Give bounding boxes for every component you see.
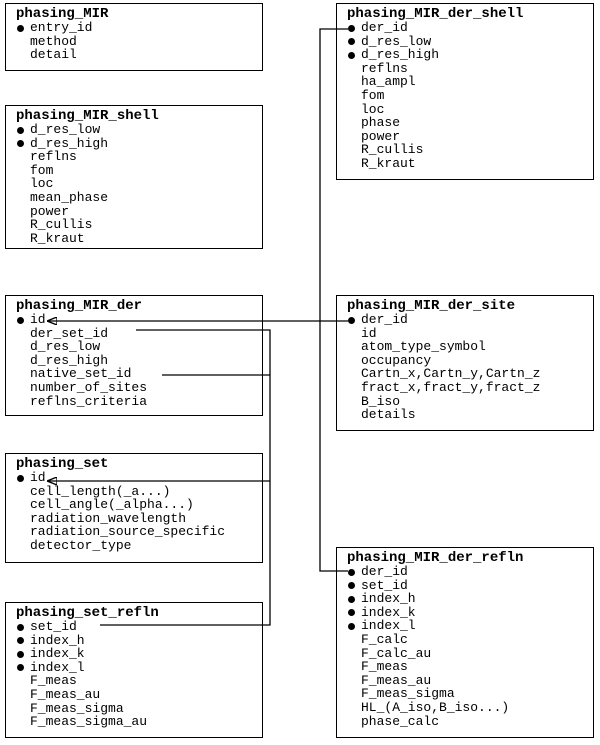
- field: [16, 218, 262, 232]
- field-name: cell_length(_a...): [30, 483, 171, 499]
- table-phasing-mir-der-shell: [336, 3, 594, 180]
- table-phasing-mir: [5, 3, 263, 71]
- field: [347, 633, 593, 647]
- field-name: occupancy: [361, 352, 432, 368]
- key-bullet-icon: [17, 624, 24, 631]
- table-title: phasing_set_refln: [16, 605, 159, 621]
- field: [16, 702, 262, 716]
- key-bullet-icon: [17, 127, 24, 134]
- field-name: ha_ampl: [361, 74, 416, 90]
- field: [16, 327, 262, 341]
- field-name: Cartn_x,Cartn_y,Cartn_z: [361, 366, 541, 382]
- field-name: index_l: [361, 618, 416, 634]
- key-field: [16, 21, 262, 35]
- field: [16, 150, 262, 164]
- field-name: reflns: [30, 149, 77, 165]
- field-name: F_meas_sigma: [361, 686, 455, 702]
- field-name: index_h: [361, 591, 416, 607]
- table-title: phasing_MIR_der: [16, 298, 143, 314]
- key-bullet-icon: [348, 609, 355, 616]
- key-field: [16, 313, 262, 327]
- key-field: [347, 48, 593, 62]
- key-field: [16, 137, 262, 151]
- field-name: entry_id: [30, 20, 93, 35]
- field-name: fom: [361, 87, 385, 103]
- field: [16, 191, 262, 205]
- field-name: F_calc_au: [361, 645, 432, 661]
- field-name: d_res_low: [30, 339, 101, 355]
- key-field: [16, 661, 262, 675]
- field-name: id: [30, 312, 46, 327]
- table-phasing-mir-der-site: [336, 295, 594, 431]
- field-name: index_l: [30, 659, 85, 675]
- table-phasing-mir-der: [5, 295, 263, 416]
- field-name: F_calc: [361, 631, 408, 647]
- key-bullet-icon: [348, 317, 355, 324]
- field-name: F_meas: [361, 659, 408, 675]
- field-name: method: [30, 33, 77, 49]
- field-name: der_id: [361, 564, 408, 579]
- field-name: details: [361, 407, 416, 423]
- key-bullet-icon: [17, 664, 24, 671]
- field: [16, 688, 262, 702]
- key-bullet-icon: [17, 317, 24, 324]
- key-bullet-icon: [348, 569, 355, 576]
- field-name: d_res_high: [30, 135, 109, 151]
- table-phasing-set: [5, 453, 263, 563]
- field-name: power: [361, 128, 401, 144]
- field: [16, 367, 262, 381]
- field: [16, 498, 262, 512]
- field-name: d_res_low: [30, 122, 101, 137]
- field: [16, 674, 262, 688]
- key-bullet-icon: [348, 25, 355, 32]
- field-list: [347, 313, 593, 422]
- key-field: [347, 606, 593, 620]
- key-field: [347, 313, 593, 327]
- field-name: d_res_high: [361, 47, 440, 63]
- field: [347, 157, 593, 171]
- key-bullet-icon: [17, 475, 24, 482]
- field-name: native_set_id: [30, 366, 132, 382]
- field-list: [16, 21, 262, 62]
- table-title: phasing_MIR_der_site: [347, 298, 516, 314]
- field-name: radiation_wavelength: [30, 510, 187, 526]
- table-phasing-set-refln: [5, 602, 263, 738]
- field-name: loc: [361, 101, 385, 117]
- field-list: [16, 471, 262, 553]
- key-bullet-icon: [348, 52, 355, 59]
- key-field: [16, 634, 262, 648]
- field-name: fom: [30, 162, 54, 178]
- table-title: phasing_MIR: [16, 6, 109, 22]
- field-name: d_res_low: [361, 33, 432, 49]
- field: [16, 164, 262, 178]
- field-name: F_meas_au: [361, 672, 432, 688]
- field-list: [347, 21, 593, 171]
- field-name: d_res_high: [30, 352, 109, 368]
- key-field: [16, 620, 262, 634]
- key-field: [347, 619, 593, 633]
- key-bullet-icon: [17, 651, 24, 658]
- field-name: der_id: [361, 20, 408, 35]
- field: [347, 354, 593, 368]
- field: [16, 205, 262, 219]
- field: [16, 354, 262, 368]
- field-name: radiation_source_specific: [30, 524, 226, 540]
- field: [347, 674, 593, 688]
- field-name: R_cullis: [30, 217, 93, 233]
- key-bullet-icon: [17, 637, 24, 644]
- field-name: fract_x,fract_y,fract_z: [361, 379, 541, 395]
- key-field: [347, 579, 593, 593]
- field-name: detector_type: [30, 537, 132, 553]
- field-list: [16, 313, 262, 408]
- field: [16, 512, 262, 526]
- table-title: phasing_MIR_shell: [16, 108, 159, 124]
- field: [347, 103, 593, 117]
- field-list: [16, 620, 262, 729]
- field-name: F_meas_au: [30, 686, 101, 702]
- field-name: index_k: [361, 604, 416, 620]
- key-field: [347, 565, 593, 579]
- field: [16, 381, 262, 395]
- key-bullet-icon: [348, 38, 355, 45]
- field-name: set_id: [30, 619, 77, 634]
- key-bullet-icon: [348, 623, 355, 630]
- key-field: [347, 592, 593, 606]
- table-title: phasing_set: [16, 456, 109, 472]
- table-phasing-mir-der-refln: [336, 547, 594, 738]
- field: [347, 62, 593, 76]
- field-name: atom_type_symbol: [361, 339, 486, 355]
- key-field: [16, 471, 262, 485]
- field: [16, 485, 262, 499]
- field-name: cell_angle(_alpha...): [30, 497, 194, 513]
- field: [347, 367, 593, 381]
- field-name: reflns_criteria: [30, 393, 148, 409]
- field: [347, 715, 593, 729]
- field: [16, 35, 262, 49]
- field: [347, 116, 593, 130]
- key-field: [16, 647, 262, 661]
- key-field: [16, 123, 262, 137]
- field: [347, 381, 593, 395]
- field: [347, 340, 593, 354]
- field-name: index_h: [30, 632, 85, 648]
- key-bullet-icon: [17, 140, 24, 147]
- table-title: phasing_MIR_der_shell: [347, 6, 524, 22]
- field: [16, 48, 262, 62]
- field-name: F_meas_sigma_au: [30, 714, 148, 730]
- field-name: set_id: [361, 577, 408, 593]
- field-name: HL_(A_iso,B_iso...): [361, 699, 510, 715]
- field-name: F_meas_sigma: [30, 700, 124, 716]
- field-name: power: [30, 203, 70, 219]
- key-field: [347, 21, 593, 35]
- field: [16, 525, 262, 539]
- field-name: id: [30, 470, 46, 485]
- table-phasing-mir-shell: [5, 105, 263, 249]
- field: [16, 232, 262, 246]
- field: [347, 701, 593, 715]
- field-name: B_iso: [361, 393, 401, 409]
- field-name: reflns: [361, 60, 408, 76]
- field: [16, 395, 262, 409]
- field: [16, 715, 262, 729]
- field: [347, 130, 593, 144]
- field-name: phase: [361, 115, 401, 131]
- field-name: detail: [30, 47, 77, 63]
- field-name: der_set_id: [30, 325, 109, 341]
- field-name: R_cullis: [361, 142, 424, 158]
- field-list: [347, 565, 593, 728]
- field: [347, 143, 593, 157]
- table-title: phasing_MIR_der_refln: [347, 550, 524, 566]
- field: [347, 327, 593, 341]
- field-name: F_meas: [30, 673, 77, 689]
- field: [347, 89, 593, 103]
- field-name: phase_calc: [361, 713, 440, 729]
- field: [347, 687, 593, 701]
- field-name: loc: [30, 176, 54, 192]
- field: [347, 408, 593, 422]
- field-name: id: [361, 325, 377, 341]
- key-bullet-icon: [348, 596, 355, 603]
- field: [16, 539, 262, 553]
- field: [347, 395, 593, 409]
- key-bullet-icon: [348, 582, 355, 589]
- key-bullet-icon: [17, 25, 24, 32]
- field: [347, 660, 593, 674]
- field-name: der_id: [361, 312, 408, 327]
- field: [16, 340, 262, 354]
- field-name: mean_phase: [30, 189, 109, 205]
- field-name: R_kraut: [30, 230, 85, 246]
- field-name: number_of_sites: [30, 379, 148, 395]
- key-field: [347, 35, 593, 49]
- field: [347, 75, 593, 89]
- field: [347, 647, 593, 661]
- field: [16, 177, 262, 191]
- field-list: [16, 123, 262, 245]
- field-name: R_kraut: [361, 155, 416, 171]
- field-name: index_k: [30, 646, 85, 662]
